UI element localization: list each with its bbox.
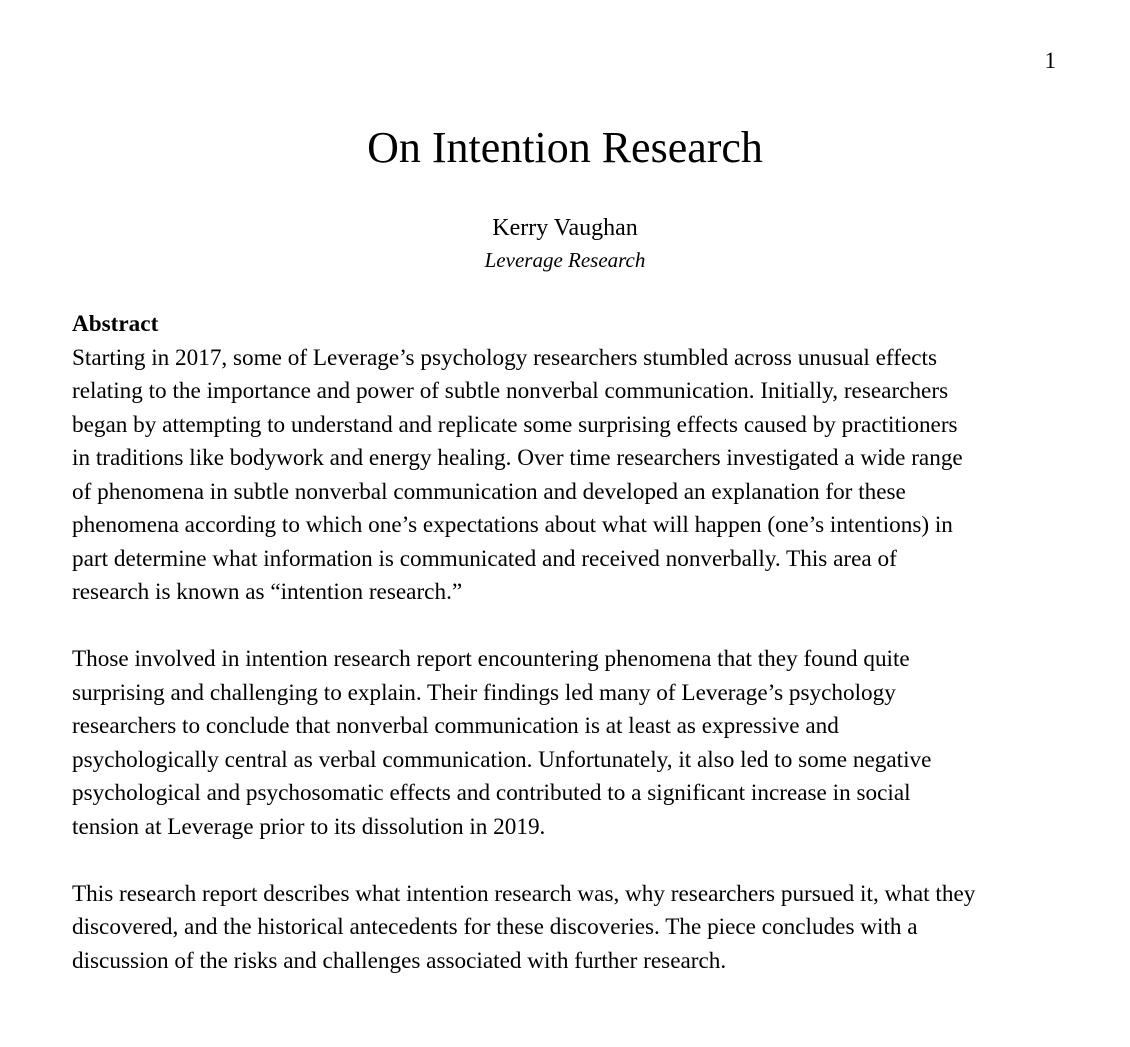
text-line: psychological and psychosomatic effects and contributed to a significant increase in social [72,780,911,806]
text-line: surprising and challenging to explain. Their findings led many of Leverage’s psychology [72,679,896,706]
paper-title: On Intention Research [367,123,763,172]
text-line: relating to the importance and power of subtle nonverbal communication. Initially, researchers [72,378,949,404]
author-name: Kerry Vaughan [492,215,638,241]
abstract-paragraph-2 [72,643,1072,844]
text-line: research is known as “intention research.” [72,579,463,605]
text-line: discovered, and the historical antecedents for these discoveries. The piece concludes with a [72,914,918,940]
abstract-section [72,308,1072,1012]
text-line: psychologically central as verbal communication. Unfortunately, it also led to some negative [72,746,932,773]
text-line: in traditions like bodywork and energy healing. Over time researchers investigated a wide range [72,445,963,471]
text-line: phenomena according to which one’s expectations about what will happen (one’s intentions) in [72,512,953,538]
text-line: discussion of the risks and challenges associated with further research. [72,947,727,974]
author-affiliation: Leverage Research [484,248,646,272]
text-line: This research report describes what intention research was, why researchers pursued it, what they [72,880,976,907]
text-line: tension at Leverage prior to its dissolution in 2019. [72,813,546,840]
text-line: began by attempting to understand and replicate some surprising effects caused by practitioners [72,411,958,438]
abstract-paragraph-3 [72,878,1072,979]
abstract-heading: Abstract [72,311,159,337]
text-line: Those involved in intention research report encountering phenomena that they found quite [72,646,910,672]
text-line: researchers to conclude that nonverbal communication is at least as expressive and [72,713,839,739]
text-line: Starting in 2017, some of Leverage’s psychology researchers stumbled across unusual effects [72,344,938,371]
abstract-paragraph-1 [72,342,1072,610]
page-number: 1 [1044,48,1056,73]
text-line: part determine what information is communicated and received nonverbally. This area of [72,545,897,572]
text-line: of phenomena in subtle nonverbal communication and developed an explanation for these [72,478,906,505]
